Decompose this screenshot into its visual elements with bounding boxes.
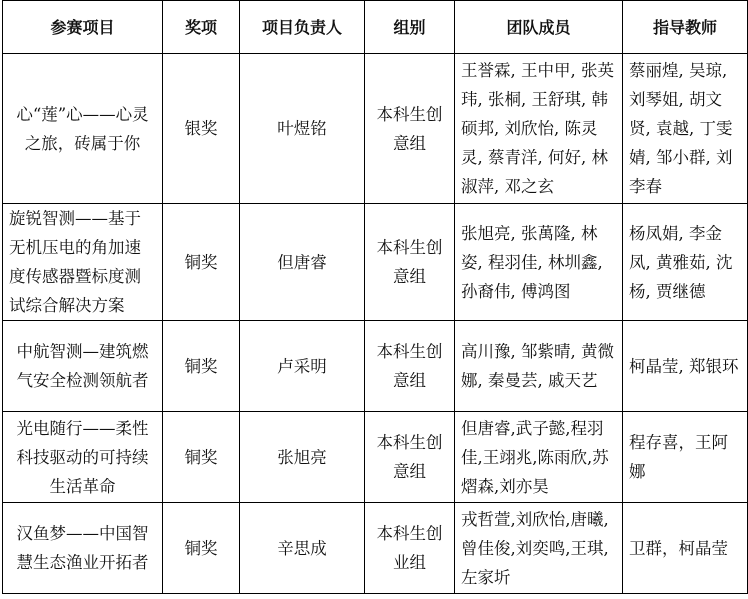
project-cell: 心“莲”心——心灵之旅，砖属于你 xyxy=(3,54,163,204)
group-cell: 本科生创意组 xyxy=(365,54,455,204)
group-cell: 本科生创意组 xyxy=(365,204,455,321)
leader-cell: 叶煜铭 xyxy=(240,54,365,204)
leader-cell: 卢采明 xyxy=(240,321,365,412)
project-cell: 中航智测—建筑燃气安全检测领航者 xyxy=(3,321,163,412)
group-cell: 本科生创意组 xyxy=(365,321,455,412)
table-row xyxy=(3,412,748,503)
project-cell: 光电随行——柔性科技驱动的可持续生活革命 xyxy=(3,412,163,503)
advisors-cell: 柯晶莹, 郑银环 xyxy=(623,321,748,412)
members-cell: 但唐睿,武子懿,程羽佳,王翊兆,陈雨欣,苏熠森,刘亦昊 xyxy=(455,412,623,503)
members-cell: 高川豫, 邹紫晴, 黄微娜, 秦曼芸, 戚天艺 xyxy=(455,321,623,412)
members-cell: 张旭亮, 张萬隆, 林姿, 程羽佳, 林圳鑫, 孙裔伟, 傅鸿图 xyxy=(455,204,623,321)
table-row xyxy=(3,503,748,594)
members-cell: 王誉霖, 王中甲, 张英玮, 张桐, 王舒琪, 韩硕邦, 刘欣怡, 陈灵灵, 蔡青洋, 何好, 林淑萍, 邓之玄 xyxy=(455,54,623,204)
header-advisors: 指导教师 xyxy=(623,1,748,54)
award-cell: 铜奖 xyxy=(163,503,240,594)
advisors-cell: 蔡丽煌, 吴琼, 刘琴姐, 胡文贤, 袁越, 丁雯婧, 邹小群, 刘李春 xyxy=(623,54,748,204)
project-cell: 旋锐智测——基于无机压电的角加速度传感器暨标度测试综合解决方案 xyxy=(3,204,163,321)
table-row xyxy=(3,204,748,321)
leader-cell: 但唐睿 xyxy=(240,204,365,321)
leader-cell: 辛思成 xyxy=(240,503,365,594)
header-award: 奖项 xyxy=(163,1,240,54)
header-members: 团队成员 xyxy=(455,1,623,54)
table-row xyxy=(3,321,748,412)
header-group: 组别 xyxy=(365,1,455,54)
awards-table xyxy=(2,0,748,594)
group-cell: 本科生创业组 xyxy=(365,503,455,594)
award-cell: 银奖 xyxy=(163,54,240,204)
project-cell: 汉鱼梦——中国智慧生态渔业开拓者 xyxy=(3,503,163,594)
members-cell: 戎哲萱,刘欣怡,唐曦,曾佳俊,刘奕鸣,王琪,左家圻 xyxy=(455,503,623,594)
group-cell: 本科生创意组 xyxy=(365,412,455,503)
header-row xyxy=(3,1,748,54)
award-cell: 铜奖 xyxy=(163,321,240,412)
advisors-cell: 卫群，柯晶莹 xyxy=(623,503,748,594)
award-cell: 铜奖 xyxy=(163,412,240,503)
advisors-cell: 程存喜，王阿娜 xyxy=(623,412,748,503)
leader-cell: 张旭亮 xyxy=(240,412,365,503)
award-cell: 铜奖 xyxy=(163,204,240,321)
table-row xyxy=(3,54,748,204)
header-project: 参赛项目 xyxy=(3,1,163,54)
header-leader: 项目负责人 xyxy=(240,1,365,54)
advisors-cell: 杨凤娟, 李金凤, 黄雅茹, 沈杨, 贾继德 xyxy=(623,204,748,321)
